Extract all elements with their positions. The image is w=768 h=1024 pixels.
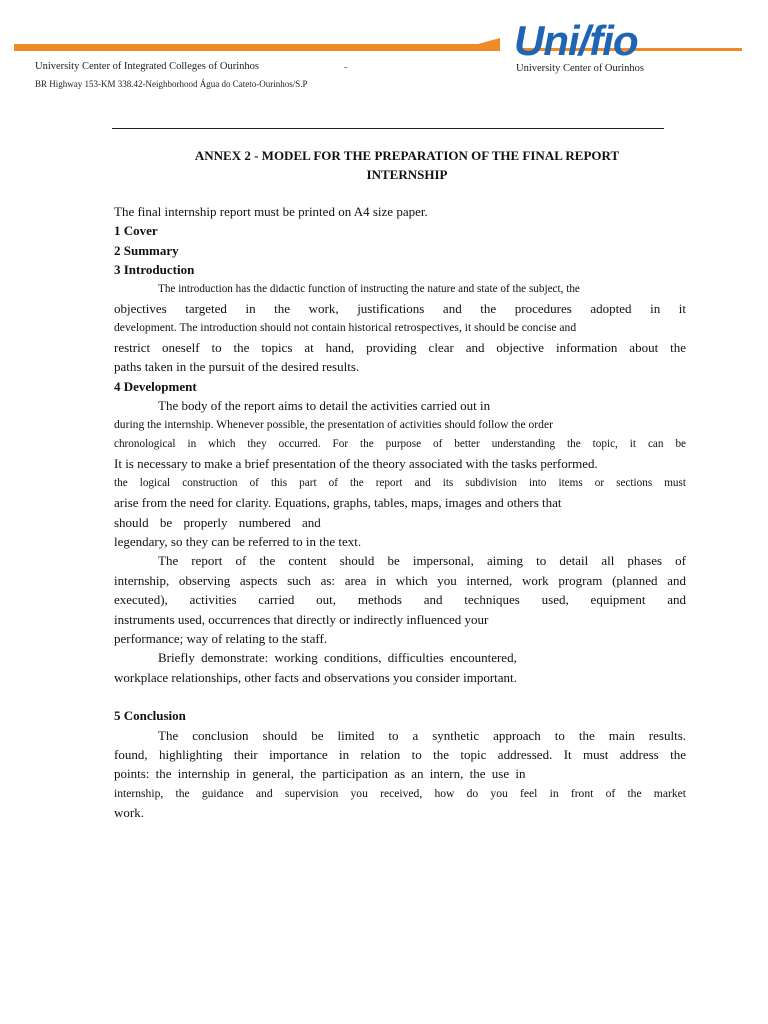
heading-development: 4 Development <box>114 378 197 394</box>
development-line: The body of the report aims to detail the activities carried out in <box>158 398 491 414</box>
heading-conclusion: 5 Conclusion <box>114 708 186 724</box>
development-line: executed), activities carried out, methods and techniques used, equipment and <box>114 592 686 608</box>
header-banner <box>0 0 768 60</box>
conclusion-line: work. <box>114 805 144 821</box>
introduction-line: development. The introduction should not contain historical retrospectives, it should be concise and <box>114 321 577 335</box>
development-line: performance; way of relating to the staff. <box>114 630 328 646</box>
institution-address: BR Highway 153-KM 338.42-Neighborhood Água do Cateto-Ourinhos/S.P <box>35 79 308 89</box>
title-line-2: INTERNSHIP <box>366 167 448 182</box>
conclusion-line: internship, the guidance and supervision you received, how do you feel in front of the market <box>114 786 686 800</box>
introduction-line: The introduction has the didactic function of instructing the nature and state of the subject, the <box>158 282 580 295</box>
logo-text: Uni/fio <box>514 17 638 60</box>
development-line: instruments used, occurrences that directly or indirectly influenced your <box>114 611 489 627</box>
conclusion-line: found, highlighting their importance in relation to the topic addressed. It must address the <box>114 746 686 762</box>
institution-name-left: University Center of Integrated Colleges of Ourinhos <box>35 61 259 72</box>
title-line-1: ANNEX 2 - MODEL FOR THE PREPARATION OF THE FINAL REPORT <box>194 148 620 163</box>
header-dash: - <box>344 62 348 73</box>
development-line: Briefly demonstrate: working conditions, difficulties encountered, <box>158 650 517 666</box>
development-line: arise from the need for clarity. Equations, graphs, tables, maps, images and others that <box>114 495 562 511</box>
intro-sentence: The final internship report must be printed on A4 size paper. <box>114 204 428 219</box>
introduction-line: restrict oneself to the topics at hand, providing clear and objective information about the <box>114 339 686 355</box>
heading-summary: 2 Summary <box>114 242 179 258</box>
development-line: should be properly numbered and <box>114 514 321 530</box>
institution-name-right: University Center of Ourinhos <box>516 63 645 74</box>
development-line: the logical construction of this part of the report and its subdivision into items or sections must <box>114 476 686 489</box>
unifio-logo <box>514 17 638 60</box>
divider-line <box>112 128 664 129</box>
conclusion-line: The conclusion should be limited to a synthetic approach to the main results. <box>158 727 686 743</box>
introduction-line: objectives targeted in the work, justifications and the procedures adopted in it <box>114 301 686 317</box>
orange-bar <box>14 44 484 51</box>
development-line: during the internship. Whenever possible, the presentation of activities should follow the order <box>114 418 553 432</box>
development-line: The report of the content should be impersonal, aiming to detail all phases of <box>158 553 686 569</box>
spacer <box>114 687 686 706</box>
conclusion-line: points: the internship in general, the participation as an intern, the use in <box>114 766 526 782</box>
heading-cover: 1 Cover <box>114 223 158 239</box>
development-line: legendary, so they can be referred to in the text. <box>114 533 362 549</box>
development-line: It is necessary to make a brief presentation of the theory associated with the tasks performed. <box>114 456 598 472</box>
development-line: chronological in which they occurred. For the purpose of better understanding the topic, it can be <box>114 437 686 450</box>
heading-introduction: 3 Introduction <box>114 262 195 278</box>
introduction-line: paths taken in the pursuit of the desired results. <box>114 359 360 375</box>
development-line: internship, observing aspects such as: area in which you interned, work program (planned and <box>114 572 686 588</box>
page-header <box>0 0 768 110</box>
document-title <box>112 146 702 184</box>
document-body <box>114 202 686 823</box>
development-line: workplace relationships, other facts and observations you consider important. <box>114 669 517 685</box>
